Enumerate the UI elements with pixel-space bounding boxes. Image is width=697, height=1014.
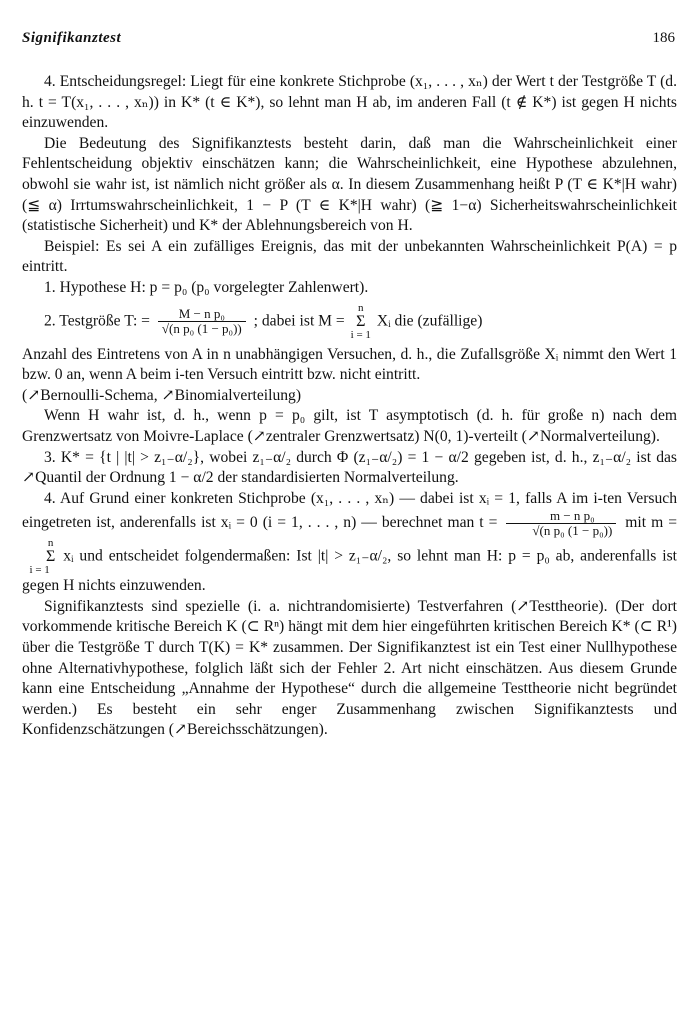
sum-lower-limit: i = 1 xyxy=(29,564,50,577)
formula-mid: ; dabei ist M = xyxy=(253,312,345,330)
formula-prefix: 2. Testgröße T: = xyxy=(44,312,150,330)
sigma-glyph: Σ xyxy=(356,312,366,330)
page-number: 186 xyxy=(652,30,675,46)
fraction-denominator: √(n p₀ (1 − p₀)) xyxy=(161,321,242,337)
fraction-numerator: M − n p₀ xyxy=(158,307,246,322)
paragraph-entscheidungsregel: 4. Entscheidungsregel: Liegt für eine konkrete Stichprobe (x₁, . . . , xₙ) der Wert t der Testgröße T (d. h. t = T(x₁, . . . , xₙ)) in K* (t ∈ K*), so lehnt man H ab, im anderen Fall (t ∉ K*) ist gegen H nichts einzuwenden. xyxy=(22,73,677,132)
paragraph-bedeutung: Die Bedeutung des Signifikanztests besteht darin, daß man die Wahrscheinlichkeit einer Fehlentscheidung objektiv einschätzen kann; die Wahrscheinlichkeit, eine Hypothese abzulehnen, obwohl sie wahr ist, ist nämlich nicht größer als α. In diesem Zusammenhang heißt P (T ∈ K*|H wahr) (≦ α) Irrtumswahrscheinlichkeit, 1 − P (T ∈ K*|H wahr) (≧ 1−α) Sicherheitswahrscheinlichkeit (statistische Sicherheit) und K* der Ablehnungsbereich von H. xyxy=(22,134,677,235)
sum-symbol xyxy=(351,303,371,341)
formula-suffix: Xᵢ die (zufällige) xyxy=(376,312,483,330)
paragraph-stichprobe xyxy=(22,489,677,597)
sigma-glyph: Σ xyxy=(46,548,56,566)
fraction-t xyxy=(506,509,616,538)
sum-upper-limit: n xyxy=(47,537,54,550)
paragraph-testverfahren: Signifikanztests sind spezielle (i. a. nichtrandomisierte) Testverfahren (↗Testtheorie). (Der dort vorkommende kritische Bereich K (⊂ Rⁿ) hängt mit dem hier eingeführten kritischen Bereich K* (⊂ R¹) über die Testgröße T durch T(K) = K* zusammen. Der Signifikanztest ist ein Test einer Nullhypothese ohne Alternativhypothese, folglich läßt sich der Fehler 2. Art nicht einschätzen. Aus diesem Grunde kann eine Entscheidung „Annahme der Hypothese“ durch die allgemeine Testtheorie nicht begründet werden.) Es besteht ein sehr enger Zusammenhang zwischen Signifikanztests und Konfidenzschätzungen (↗Bereichsschätzungen). xyxy=(22,597,677,739)
sum-lower-limit: i = 1 xyxy=(350,328,371,341)
paragraph-anzahl: Anzahl des Eintretens von A in n unabhängigen Versuchen, d. h., die Zufallsgröße Xᵢ nimmt den Wert 1 bzw. 0 an, wenn A beim i-ten Versuch eintritt bzw. nicht eintritt. xyxy=(22,345,677,384)
fraction-denominator: √(n p₀ (1 − p₀)) xyxy=(532,523,613,539)
sum-upper-limit: n xyxy=(358,301,364,314)
paragraph-grenzwertsatz: Wenn H wahr ist, d. h., wenn p = p₀ gilt, ist T asymptotisch (d. h. für große n) nach dem Grenzwertsatz von Moivre-Laplace (↗zentraler Grenzwertsatz) N(0, 1)-verteilt (↗Normalverteilung). xyxy=(22,407,677,445)
running-title: Signifikanztest xyxy=(22,30,122,46)
sum-symbol xyxy=(24,538,55,576)
page-header xyxy=(22,30,677,52)
fraction-T xyxy=(158,307,246,336)
document-page xyxy=(22,30,677,741)
stichprobe-prefix: 4. Auf Grund einer konkreten Stichprobe (x₁, . . . , xₙ) — dabei ist xᵢ = 1, falls A im i-ten Versuch eingetreten ist, anderenfalls ist xᵢ = 0 (i = 1, . . . , n) — berechnet man t = xyxy=(22,489,677,532)
paragraph-beispiel: Beispiel: Es sei A ein zufälliges Ereignis, das mit der unbekannten Wahrscheinlichkeit P(A) = p eintritt. xyxy=(22,237,677,276)
fraction-numerator: m − n p₀ xyxy=(506,509,616,524)
paragraph-ablehnungsbereich: 3. K* = {t | |t| > z₁₋α/₂}, wobei z₁₋α/₂ durch Φ (z₁₋α/₂) = 1 − α/2 gegeben ist, d. h., z₁₋α/₂ ist das ↗Quantil der Ordnung 1 − α/2 der standardisierten Normalverteilung. xyxy=(22,448,677,487)
body-text xyxy=(22,72,677,741)
paragraph-hypothese: 1. Hypothese H: p = p₀ (p₀ vorgelegter Zahlenwert). xyxy=(44,278,369,296)
stichprobe-suffix: xᵢ und entscheidet folgendermaßen: Ist |t| > z₁₋α/₂, so lehnt man H: p = p₀ ab, anderenfalls ist gegen H nichts einzuwenden. xyxy=(22,547,677,595)
paragraph-verweise: (↗Bernoulli-Schema, ↗Binomialverteilung) xyxy=(22,386,302,404)
formula-testgroesse xyxy=(22,303,677,341)
stichprobe-mid: mit m = xyxy=(625,514,677,532)
